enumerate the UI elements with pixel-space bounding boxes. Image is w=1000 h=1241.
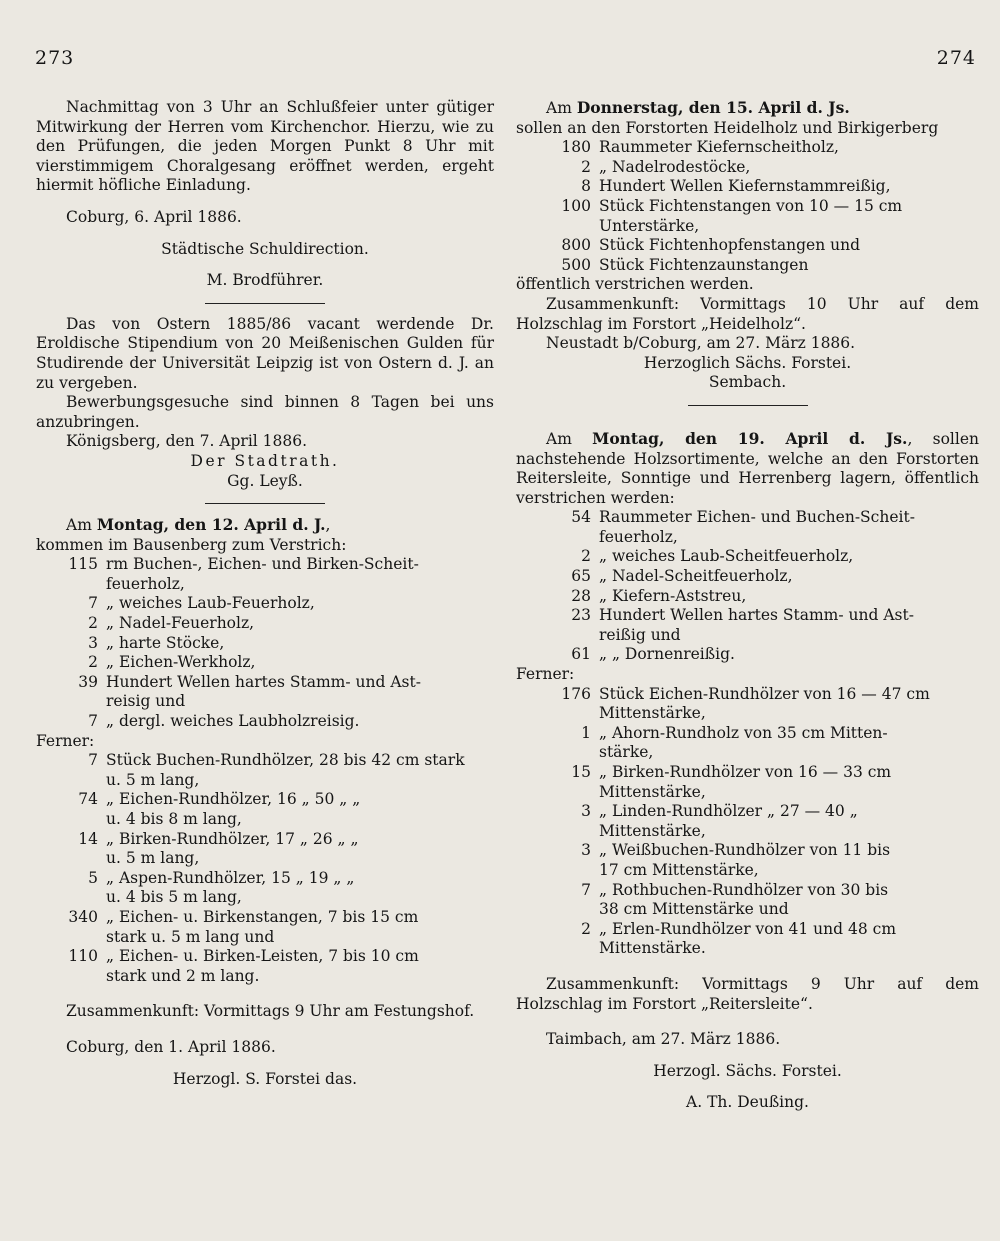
item-description: Stück Fichtenhopfenstangen und xyxy=(599,236,861,255)
item-description: „ Kiefern-Aststreu, xyxy=(599,586,747,605)
auction-heading xyxy=(36,515,494,536)
item-quantity: 2 xyxy=(88,614,98,633)
auction-intro: kommen im Bausenberg zum Verstrich: xyxy=(36,535,347,554)
item-description: „ Weißbuchen-Rundhölzer von 11 bis xyxy=(599,841,891,860)
item-continuation: stark und 2 m lang. xyxy=(106,966,260,985)
item-quantity: 2 xyxy=(581,157,591,176)
item-quantity: 7 xyxy=(88,751,98,770)
stipend-notice-text-2: Bewerbungsgesuche sind binnen 8 Tagen bei uns anzubringen. xyxy=(36,393,494,431)
item-continuation: Mittenstärke, xyxy=(599,782,706,801)
list-item xyxy=(516,236,979,256)
item-description: „ Linden-Rundhölzer „ 27 — 40 „ xyxy=(599,802,858,821)
school-notice-issuer: Städtische Schuldirection. xyxy=(161,239,369,258)
item-description: „ „ Dornenreißig. xyxy=(599,645,735,664)
list-item xyxy=(36,594,494,614)
list-item xyxy=(36,653,494,673)
item-quantity: 5 xyxy=(88,868,98,887)
auction-heading-3-date: Montag, den 19. April d. Js. xyxy=(592,428,908,448)
item-quantity: 74 xyxy=(78,790,98,809)
item-quantity: 23 xyxy=(571,606,591,625)
list-item xyxy=(516,841,979,861)
item-description: Raummeter Eichen- und Buchen-Scheit- xyxy=(599,508,915,527)
item-description: „ Eichen- u. Birken-Leisten, 7 bis 10 cm xyxy=(106,947,419,966)
item-quantity: 8 xyxy=(581,177,591,196)
item-quantity: 54 xyxy=(571,508,591,527)
list-item xyxy=(516,158,979,178)
item-quantity: 2 xyxy=(88,653,98,672)
auction-heading-pre: Am xyxy=(66,516,97,535)
item-quantity: 39 xyxy=(78,672,98,691)
item-quantity: 28 xyxy=(571,586,591,605)
item-quantity: 180 xyxy=(561,138,591,157)
list-item xyxy=(516,920,979,940)
divider xyxy=(205,303,325,304)
item-description: Stück Fichtenzaunstangen xyxy=(599,255,809,274)
item-quantity: 7 xyxy=(88,712,98,731)
item-continuation: Mittenstärke, xyxy=(599,821,706,840)
item-description: „ Eichen-Rundhölzer, 16 „ 50 „ „ xyxy=(106,790,361,809)
auction-date: Coburg, den 1. April 1886. xyxy=(66,1037,276,1056)
auction-item-list-2 xyxy=(36,751,494,986)
divider xyxy=(205,503,325,504)
item-quantity: 176 xyxy=(561,684,591,703)
item-description: „ dergl. weiches Laubholzreisig. xyxy=(106,712,360,731)
item-description: „ Eichen-Werkholz, xyxy=(106,653,256,672)
item-description: Stück Fichtenstangen von 10 — 15 cm xyxy=(599,196,903,215)
list-item xyxy=(516,197,979,217)
list-item xyxy=(516,508,979,528)
list-item xyxy=(516,567,979,587)
item-continuation: Mittenstärke. xyxy=(599,939,706,958)
item-quantity: 2 xyxy=(581,547,591,566)
item-quantity: 65 xyxy=(571,567,591,586)
item-description: „ harte Stöcke, xyxy=(106,633,225,652)
item-quantity: 340 xyxy=(68,907,98,926)
item-description: rm Buchen-, Eichen- und Birken-Scheit- xyxy=(106,555,419,574)
list-item xyxy=(36,673,494,693)
auction-2-intro: sollen an den Forstorten Heidelholz und Birkigerberg xyxy=(516,118,939,137)
auction-heading-3 xyxy=(516,429,979,508)
item-quantity: 3 xyxy=(88,633,98,652)
auction-heading-date: Montag, den 12. April d. J. xyxy=(96,515,326,535)
item-continuation: u. 4 bis 8 m lang, xyxy=(106,810,242,828)
item-description: „ Birken-Rundhölzer, 17 „ 26 „ „ xyxy=(106,829,359,848)
auction-3-meeting: Zusammenkunft: Vormittags 9 Uhr auf dem Holzschlag im Forstort „Reitersleite“. xyxy=(516,974,979,1013)
item-quantity: 3 xyxy=(581,841,591,860)
school-notice-date: Coburg, 6. April 1886. xyxy=(66,207,242,226)
stipend-notice-issuer: Der Stadtrath. xyxy=(190,451,340,470)
school-notice-text: Nachmittag von 3 Uhr an Schlußfeier unter gütiger Mitwirkung der Herren vom Kirchenchor. Hierzu, wie zu den Prüfungen, die jeden Morgen Punkt 8 Uhr mit vierstimmigem Choralgesang eröffnet werden, ergeht hiermit höfliche Einladung. xyxy=(36,98,494,195)
auction-heading-2-pre: Am xyxy=(546,99,577,117)
item-quantity: 7 xyxy=(88,594,98,613)
item-description: Hundert Wellen hartes Stamm- und Ast- xyxy=(106,672,421,691)
stipend-notice-text: Das von Ostern 1885/86 vacant werdende Dr. Eroldische Stipendium von 20 Meißenischen Gulden für Studirende der Universität Leipzig ist von Ostern d. J. an zu vergeben. xyxy=(36,314,494,392)
list-item xyxy=(36,908,494,928)
list-item xyxy=(516,645,979,665)
auction-meeting: Zusammenkunft: Vormittags 9 Uhr am Festungshof. xyxy=(66,1002,475,1021)
auction-2-meeting: Zusammenkunft: Vormittags 10 Uhr auf dem Holzschlag im Forstort „Heidelholz“. xyxy=(516,294,979,333)
auction-2-date: Neustadt b/Coburg, am 27. März 1886. xyxy=(546,334,856,353)
auction-2-signature: Sembach. xyxy=(708,373,787,392)
list-item xyxy=(516,606,979,626)
auction-heading-3-post: , sollen nachstehende Holzsortimente, welche an den Forstorten Reitersleite, Sonntige und Herrenberg lagern, öffentlich verstrichen werden: xyxy=(516,429,979,507)
left-column xyxy=(36,98,494,1089)
item-quantity: 110 xyxy=(68,947,98,966)
item-description: „ Birken-Rundhölzer von 16 — 33 cm xyxy=(599,763,892,781)
list-item xyxy=(516,881,979,901)
item-description: „ weiches Laub-Scheitfeuerholz, xyxy=(599,547,854,566)
list-item xyxy=(516,138,979,158)
item-description: Hundert Wellen hartes Stamm- und Ast- xyxy=(599,606,914,625)
right-column xyxy=(516,98,979,1113)
auction-3-issuer: Herzogl. Sächs. Forstei. xyxy=(653,1061,842,1080)
auction-3-item-list-2 xyxy=(516,685,979,959)
item-continuation: feuerholz, xyxy=(599,527,678,546)
auction-heading-2-date: Donnerstag, den 15. April d. Js. xyxy=(576,98,850,117)
page-number-left: 273 xyxy=(35,47,75,69)
item-quantity: 15 xyxy=(571,763,591,781)
auction-issuer: Herzogl. S. Forstei das. xyxy=(172,1069,358,1088)
list-item xyxy=(36,555,494,575)
item-description: „ Nadel-Scheitfeuerholz, xyxy=(599,567,793,586)
item-description: „ Ahorn-Rundholz von 35 cm Mitten- xyxy=(599,723,888,742)
item-description: „ Nadelrodestöcke, xyxy=(599,157,751,176)
list-item xyxy=(36,614,494,634)
item-description: „ Aspen-Rundhölzer, 15 „ 19 „ „ xyxy=(106,868,355,887)
item-quantity: 14 xyxy=(78,829,98,848)
item-description: Hundert Wellen Kiefernstammreißig, xyxy=(599,177,891,196)
item-description: „ Eichen- u. Birkenstangen, 7 bis 15 cm xyxy=(106,907,419,926)
item-description: Stück Buchen-Rundhölzer, 28 bis 42 cm stark xyxy=(106,751,465,770)
auction-heading-3-pre: Am xyxy=(546,429,593,448)
list-item xyxy=(516,547,979,567)
divider xyxy=(688,405,808,406)
list-item xyxy=(516,802,979,822)
item-quantity: 500 xyxy=(561,255,591,274)
item-quantity: 800 xyxy=(561,236,591,255)
list-item xyxy=(36,751,494,771)
item-description: „ Rothbuchen-Rundhölzer von 30 bis xyxy=(599,880,889,899)
list-item xyxy=(36,634,494,654)
item-description: Stück Eichen-Rundhölzer von 16 — 47 cm xyxy=(599,684,930,703)
page-number-right: 274 xyxy=(936,47,976,69)
auction-heading-post: , xyxy=(325,516,331,535)
list-item xyxy=(516,724,979,744)
item-description: Raummeter Kiefernscheitholz, xyxy=(599,138,839,157)
item-quantity: 100 xyxy=(561,196,591,215)
item-continuation: u. 4 bis 5 m lang, xyxy=(106,888,242,907)
item-quantity: 1 xyxy=(581,723,591,742)
item-description: „ weiches Laub-Feuerholz, xyxy=(106,594,315,613)
list-item xyxy=(516,256,979,276)
list-item xyxy=(36,712,494,732)
item-continuation: reisig und xyxy=(106,692,186,711)
list-item xyxy=(36,830,494,850)
list-item xyxy=(36,869,494,889)
school-notice-signature: M. Brodführer. xyxy=(206,271,324,290)
auction-2-item-list xyxy=(516,138,979,275)
item-description: „ Nadel-Feuerholz, xyxy=(106,614,255,633)
auction-item-list xyxy=(36,555,494,731)
list-item xyxy=(36,790,494,810)
item-quantity: 3 xyxy=(581,802,591,821)
item-continuation: 38 cm Mittenstärke und xyxy=(599,900,789,919)
item-continuation: 17 cm Mittenstärke, xyxy=(599,860,759,879)
item-continuation: u. 5 m lang, xyxy=(106,849,200,868)
item-continuation: feuerholz, xyxy=(106,574,185,593)
auction-ferner: Ferner: xyxy=(36,731,95,750)
item-quantity: 61 xyxy=(571,645,591,664)
list-item xyxy=(36,947,494,967)
auction-3-date: Taimbach, am 27. März 1886. xyxy=(546,1030,781,1049)
item-quantity: 2 xyxy=(581,919,591,938)
list-item xyxy=(516,587,979,607)
stipend-notice-signature: Gg. Leyß. xyxy=(227,471,303,490)
item-continuation: reißig und xyxy=(599,625,681,644)
list-item xyxy=(516,763,979,783)
list-item xyxy=(516,177,979,197)
auction-3-ferner: Ferner: xyxy=(516,665,575,684)
item-quantity: 7 xyxy=(581,880,591,899)
item-continuation: u. 5 m lang, xyxy=(106,770,200,789)
auction-heading-2 xyxy=(516,98,979,119)
auction-2-issuer: Herzoglich Sächs. Forstei. xyxy=(643,353,852,372)
item-quantity: 115 xyxy=(68,555,98,574)
auction-3-item-list xyxy=(516,508,979,665)
item-continuation: stark u. 5 m lang und xyxy=(106,927,275,946)
item-continuation: Mittenstärke, xyxy=(599,704,706,723)
item-description: „ Erlen-Rundhölzer von 41 und 48 cm xyxy=(599,919,897,938)
list-item xyxy=(516,685,979,705)
item-continuation: Unterstärke, xyxy=(599,216,700,235)
item-continuation: stärke, xyxy=(599,743,654,762)
stipend-notice-date: Königsberg, den 7. April 1886. xyxy=(66,432,308,451)
auction-2-outro: öffentlich verstrichen werden. xyxy=(516,275,754,294)
auction-3-signature: A. Th. Deußing. xyxy=(686,1093,809,1112)
